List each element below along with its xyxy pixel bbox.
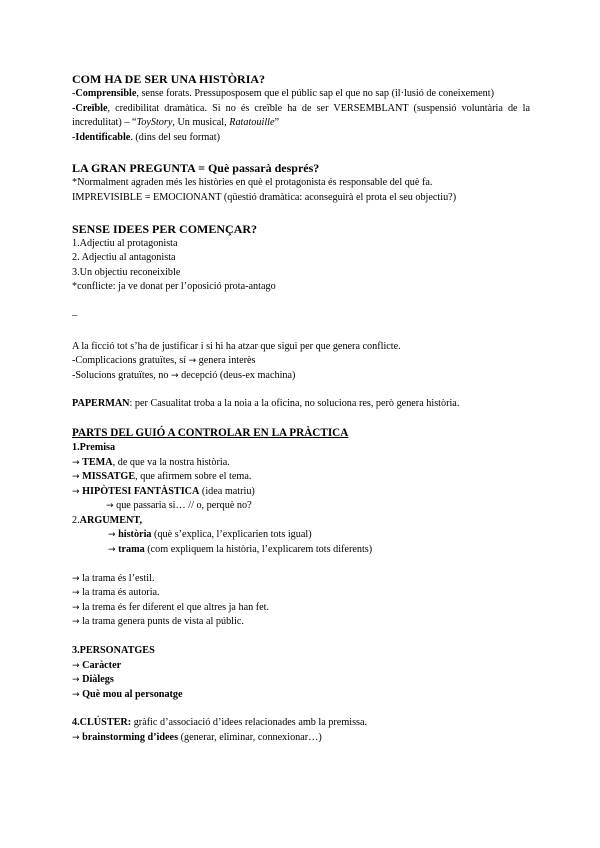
section-title-question: LA GRAN PREGUNTA = Què passarà després? <box>72 161 320 176</box>
term: HIPÒTESI FANTÀSTICA <box>82 485 200 497</box>
term: PAPERMAN <box>72 398 130 410</box>
title-ref: ToyStory <box>136 117 173 129</box>
term: 4.CLÚSTER: <box>72 717 132 729</box>
text: 2. <box>72 514 80 526</box>
term: Què mou al personatge <box>82 688 183 700</box>
text: (com expliquem la història, l’explicarem tots diferents) <box>144 544 373 556</box>
dash-separator: – <box>72 309 78 321</box>
term: brainstorming d’idees <box>82 732 179 743</box>
list-subitem <box>72 543 530 558</box>
list-item <box>72 601 530 616</box>
text: (generar, eliminar, connexionar…) <box>178 732 322 743</box>
note: *conflicte: ja ve donat per l’oposició prota-antago <box>72 281 276 293</box>
text: : per Casualitat troba a la noia a la oficina, no soluciona res, però genera història. <box>129 398 460 410</box>
paragraph: *Normalment agraden més les històries en què el protagonista és responsable del què fa. <box>72 177 433 189</box>
list-item <box>72 673 530 688</box>
paperman-example <box>72 397 530 412</box>
section-title-story: COM HA DE SER UNA HISTÒRIA? <box>72 72 266 86</box>
arrow-icon: → <box>108 530 116 541</box>
title-ref: Ratatouille <box>229 117 275 129</box>
list-item <box>72 470 530 485</box>
text: decepció (deus-ex machina) <box>178 369 296 381</box>
arrow-icon: → <box>72 588 80 599</box>
text: . (dins del seu format) <box>130 131 220 143</box>
term: Diàlegs <box>82 674 114 686</box>
text: -Complicacions gratuïtes, sí <box>72 355 189 367</box>
arrow-icon: → <box>72 733 80 743</box>
list-item <box>72 369 530 384</box>
text: , sense forats. Pressuposposem que el públic sap el que no sap (il·lusió de coneixement) <box>136 88 494 99</box>
list-item <box>72 688 530 703</box>
arrow-icon: → <box>72 486 80 497</box>
text: , de que va la nostra història. <box>112 456 230 468</box>
term: història <box>118 529 152 541</box>
term: ARGUMENT, <box>79 514 142 526</box>
text: (idea matriu) <box>199 485 255 497</box>
arrow-icon: → <box>72 472 80 483</box>
term: 1.Premisa <box>72 441 116 453</box>
paragraph: IMPREVISIBLE = EMOCIONANT (qüestió dramàtica: aconseguirà el prota el seu objectiu?) <box>72 191 457 203</box>
list-subitem <box>72 528 530 543</box>
list-item: 3.Un objectiu reconeixible <box>72 266 181 278</box>
document-page <box>72 72 530 746</box>
text: ” <box>274 117 280 129</box>
criterion-creible: -Creïble, credibilitat dramàtica. Si no és creïble ha de ser VERSEMBLANT (suspensió voluntària de la incredulitat) – “ToyStory, Un musical, Ratatouille” <box>72 102 530 129</box>
term: 3.PERSONATGES <box>72 645 155 657</box>
subsection-argument <box>72 514 530 529</box>
list-item <box>72 456 530 471</box>
subsection-personatges <box>72 644 530 659</box>
text: genera interès <box>196 355 256 367</box>
text: la trama és autoria. <box>79 587 160 599</box>
list-item <box>72 572 530 587</box>
text: , Un musical, <box>172 117 230 129</box>
criterion-comprensible: -Comprensible, sense forats. Pressuposposem que el públic sap el que no sap (il·lusió de coneixement) <box>72 88 494 99</box>
list-item: 1.Adjectiu al protagonista <box>72 237 178 249</box>
text: , que afirmem sobre el tema. <box>135 471 252 483</box>
arrow-icon: → <box>106 501 114 512</box>
list-item <box>72 615 530 630</box>
term: MISSATGE <box>82 471 136 483</box>
arrow-icon: → <box>72 617 80 628</box>
list-item <box>72 586 530 601</box>
list-item <box>72 354 530 369</box>
term: trama <box>118 544 145 556</box>
list-item <box>72 659 530 674</box>
subsection-cluster <box>72 716 530 731</box>
list-item <box>72 485 530 500</box>
term: Caràcter <box>82 659 122 671</box>
arrow-icon: → <box>72 573 80 584</box>
arrow-icon: → <box>72 675 80 686</box>
text: -Solucions gratuïtes, no <box>72 369 172 381</box>
text: la trema és fer diferent el que altres ja han fet. <box>79 601 270 613</box>
arrow-icon: → <box>72 689 80 700</box>
paragraph: A la ficció tot s’ha de justificar i si hi ha atzar que sigui per que genera conflicte. <box>72 340 401 352</box>
text: gràfic d’associació d’idees relacionades amb la premissa. <box>131 717 368 729</box>
term: Comprensible <box>75 88 137 99</box>
criterion-identificable: -Identificable. (dins del seu format) <box>72 131 220 143</box>
term: Identificable <box>75 131 131 143</box>
text: (què s’explica, l’explicarien tots igual) <box>151 529 312 541</box>
arrow-icon: → <box>108 545 116 556</box>
subsection-premisa <box>72 441 530 456</box>
list-item <box>72 731 530 746</box>
text: , credibilitat dramàtica. Si no és creïble ha de ser VERSEMBLANT (suspensió voluntària de la incredulitat) – “ <box>72 102 530 129</box>
list-subitem <box>72 499 530 514</box>
term: TEMA <box>82 456 113 468</box>
term: Creïble <box>75 102 108 114</box>
section-title-ideas: SENSE IDEES PER COMENÇAR? <box>72 221 258 236</box>
text: que passaria si… // o, perquè no? <box>113 500 252 512</box>
arrow-icon: → <box>72 660 80 671</box>
list-item: 2. Adjectiu al antagonista <box>72 252 176 264</box>
arrow-icon: → <box>72 602 80 613</box>
text: la trama és l’estil. <box>79 572 155 584</box>
arrow-icon: → <box>188 356 197 367</box>
text: la trama genera punts de vista al públic. <box>79 616 244 628</box>
arrow-icon: → <box>171 370 179 381</box>
section-title-parts: PARTS DEL GUIÓ A CONTROLAR EN LA PRÀCTICA <box>72 426 349 439</box>
arrow-icon: → <box>72 457 80 468</box>
